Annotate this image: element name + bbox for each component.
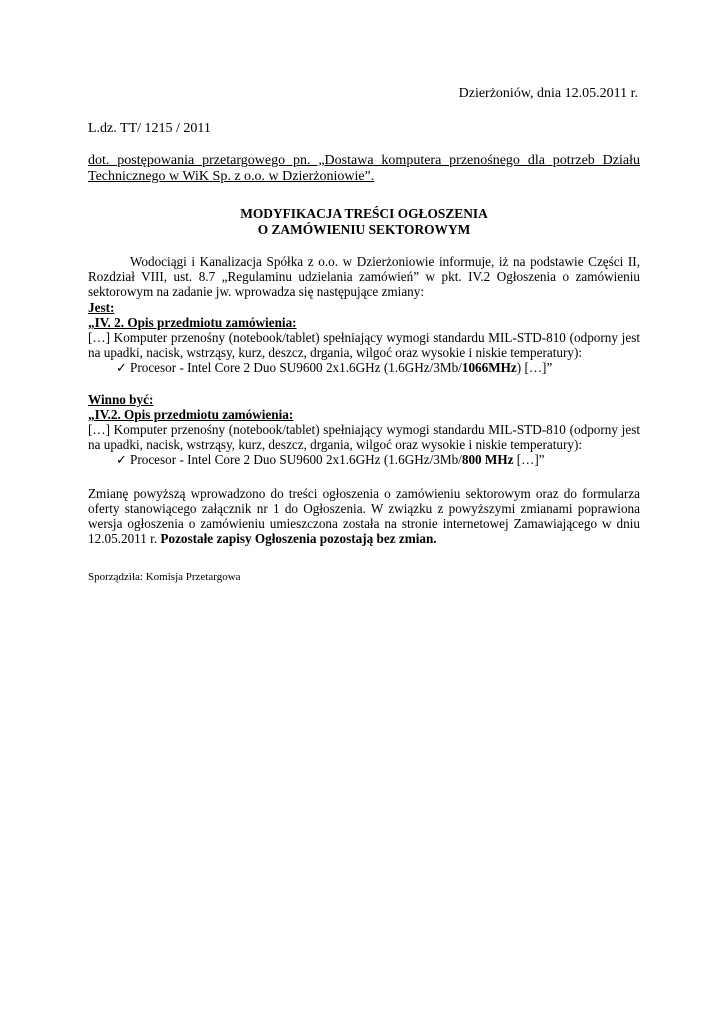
document-title [88,206,640,238]
subject-line: dot. postępowania przetargowego pn. „Dostawa komputera przenośnego dla potrzeb Działu Technicznego w WiK Sp. z o.o. w Dzierżoniowie”. [88,153,640,184]
intro-paragraph [88,254,640,299]
jest-label: Jest: [88,300,115,315]
winno-bullet-prefix: Procesor - Intel Core 2 Duo SU9600 2x1.6GHz (1.6GHz/3Mb/ [130,452,462,467]
jest-bullet-bold: 1066MHz [461,360,517,375]
winno-label: Winno być: [88,392,154,407]
closing-bold: Pozostałe zapisy Ogłoszenia pozostają bez zmian. [160,531,437,546]
title-line-1: MODYFIKACJA TREŚCI OGŁOSZENIA [240,206,488,221]
closing-paragraph [88,486,640,546]
document-page [88,0,640,1024]
winno-bullet-bold: 800 MHz [461,452,514,467]
jest-bullet-prefix: Procesor - Intel Core 2 Duo SU9600 2x1.6GHz (1.6GHz/3Mb/ [130,360,462,375]
reference-number: L.dz. TT/ 1215 / 2011 [88,121,211,136]
closing-body [88,486,640,546]
winno-heading: „IV.2. Opis przedmiotu zamówienia: [88,407,294,422]
checkmark-icon: ✓ [116,452,128,467]
signature-line: Sporządziła: Komisja Przetargowa [88,571,241,583]
checkmark-icon: ✓ [116,360,128,375]
winno-bullet [88,452,640,467]
winno-text: […] Komputer przenośny (notebook/tablet) spełniający wymogi standardu MIL-STD-810 (odporny jest na upadki, nacisk, wstrząsy, kurz, deszcz, drgania, wilgoć oraz wysokie i niskie temperatury): [88,422,640,452]
place-date: Dzierżoniów, dnia 12.05.2011 r. [458,86,638,101]
winno-bullet-suffix: […]” [513,452,545,467]
jest-bullet [88,360,640,375]
corrected-version-block [88,392,640,467]
jest-bullet-suffix: ) […]” [516,360,553,375]
closing-text: Zmianę powyższą wprowadzono do treści ogłoszenia o zamówieniu sektorowym oraz do formularza oferty stanowiącego załącznik nr 1 do Ogłoszenia. W związku z powyższymi zmianami poprawiona wersja ogłoszenia o zamówieniu umieszczona została na stronie internetowej Zamawiającego w dniu 12.05.2011 r. [88,486,640,546]
current-version-block [88,300,640,375]
title-line-2: O ZAMÓWIENIU SEKTOROWYM [257,222,471,237]
jest-text: […] Komputer przenośny (notebook/tablet) spełniający wymogi standardu MIL-STD-810 (odporny jest na upadki, nacisk, wstrząsy, kurz, deszcz, drgania, wilgoć oraz wysokie i niskie temperatury): [88,330,640,360]
intro-text: Wodociągi i Kanalizacja Spółka z o.o. w Dzierżoniowie informuje, iż na podstawie Części II, Rozdział VIII, ust. 8.7 „Regulaminu udzielania zamówień” w pkt. IV.2 Ogłoszenia o zamówieniu sektorowym na zadanie jw. wprowadza się następujące zmiany: [88,254,640,299]
jest-heading: „IV. 2. Opis przedmiotu zamówienia: [88,315,297,330]
